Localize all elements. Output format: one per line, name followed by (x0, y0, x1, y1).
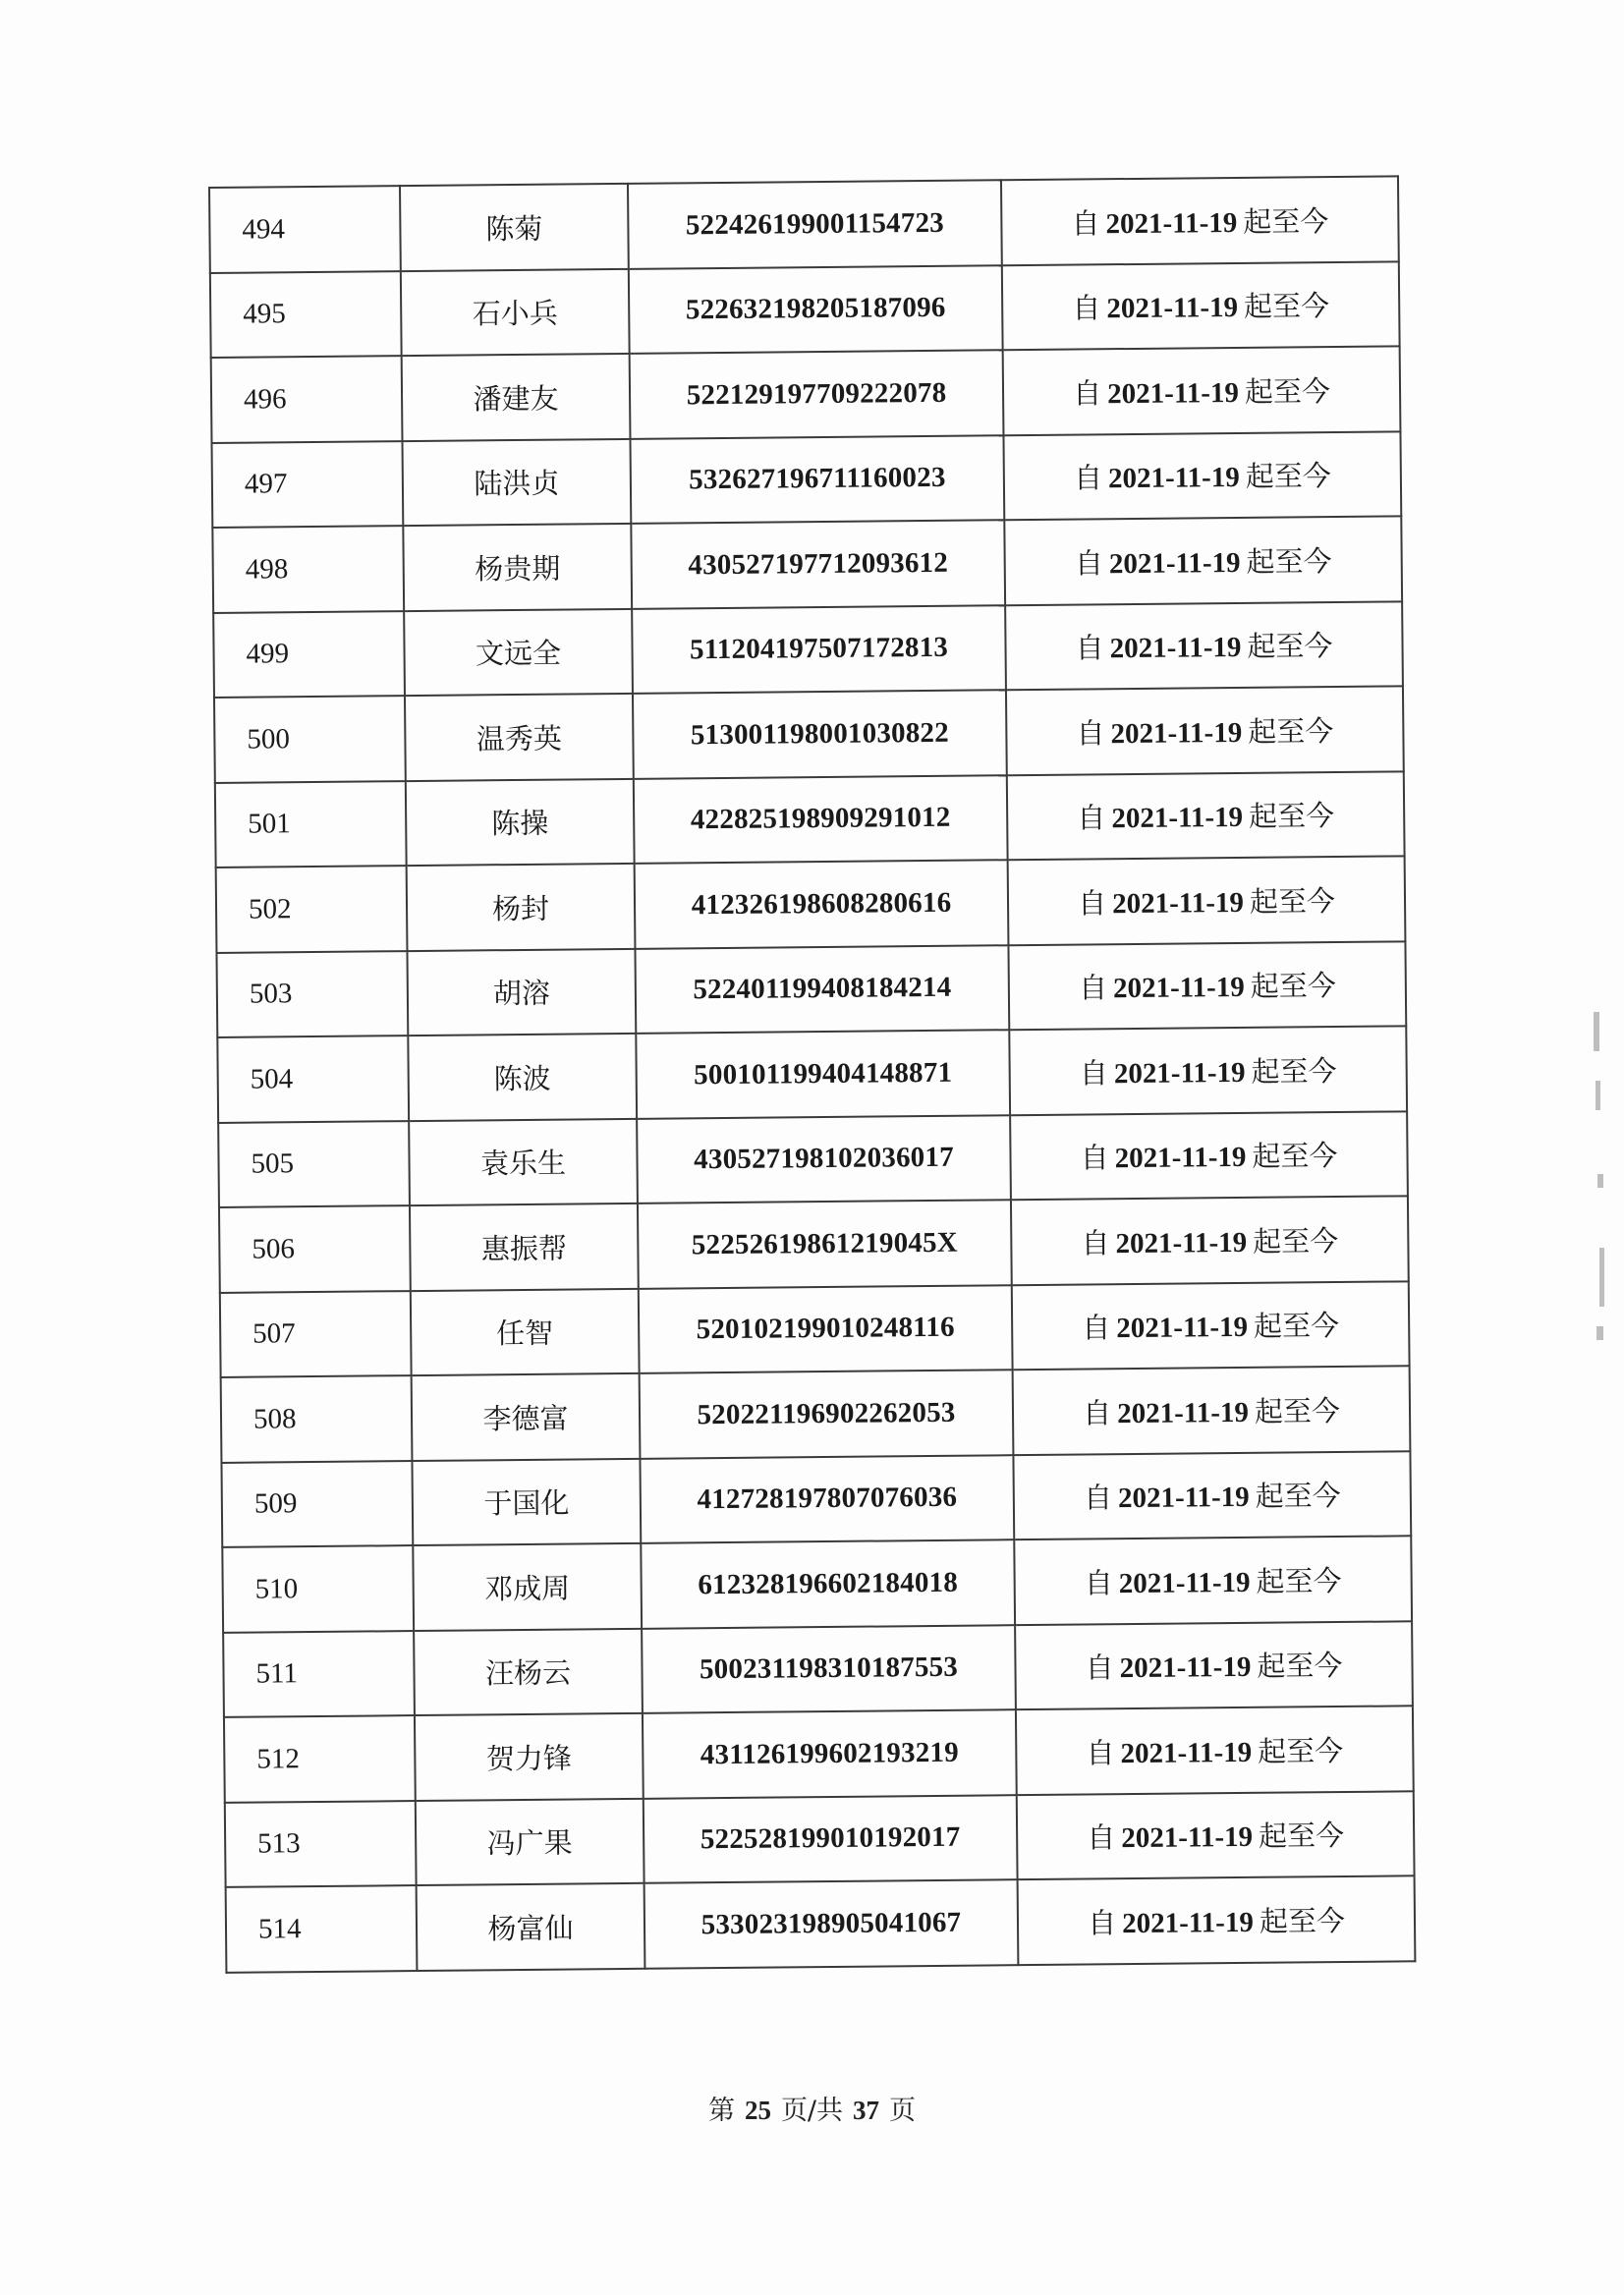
person-name-cell: 汪杨云 (414, 1628, 643, 1715)
scan-artifact (1597, 1174, 1603, 1188)
scan-artifact (1599, 1248, 1604, 1307)
period-start-date: 2021-11-19 (1118, 1566, 1251, 1599)
period-cell (1013, 1451, 1411, 1539)
id-number-cell: 522632198205187096 (629, 265, 1003, 354)
period-prefix: 自 (1082, 1395, 1112, 1430)
period-cell (1014, 1536, 1412, 1624)
person-name-cell: 胡溶 (407, 948, 636, 1036)
table-row (222, 1536, 1412, 1632)
row-number-cell: 507 (220, 1291, 412, 1377)
person-name-cell: 袁乐生 (409, 1118, 638, 1205)
table-row (210, 261, 1400, 358)
person-name-cell: 陈操 (406, 778, 635, 866)
row-number-cell: 497 (212, 441, 404, 528)
period-start-date: 2021-11-19 (1112, 886, 1245, 920)
footer-middle: 页/共 (780, 2096, 844, 2126)
table-row (216, 941, 1406, 1037)
period-suffix: 起至今 (1245, 459, 1331, 494)
footer-suffix: 页 (889, 2096, 917, 2126)
period-prefix: 自 (1082, 1311, 1111, 1345)
period-cell (1010, 1111, 1408, 1200)
table-row (215, 771, 1405, 868)
period-suffix: 起至今 (1250, 969, 1336, 1004)
period-suffix: 起至今 (1254, 1393, 1341, 1428)
person-name-cell: 邓成周 (413, 1543, 642, 1631)
table-row (226, 1875, 1416, 1972)
period-suffix: 起至今 (1246, 543, 1332, 579)
period-start-date: 2021-11-19 (1107, 462, 1240, 495)
period-start-date: 2021-11-19 (1117, 1482, 1250, 1515)
period-suffix: 起至今 (1243, 203, 1329, 239)
row-number-cell: 505 (218, 1121, 410, 1207)
period-start-date: 2021-11-19 (1107, 376, 1240, 410)
period-suffix: 起至今 (1257, 1649, 1343, 1684)
period-start-date: 2021-11-19 (1113, 1056, 1246, 1090)
id-number-cell: 422825198909291012 (634, 775, 1008, 864)
period-prefix: 自 (1084, 1565, 1113, 1600)
roster-table (208, 175, 1416, 1973)
person-name-cell: 文远全 (404, 608, 633, 696)
period-start-date: 2021-11-19 (1122, 1906, 1255, 1939)
period-suffix: 起至今 (1256, 1563, 1342, 1598)
period-prefix: 自 (1071, 206, 1100, 241)
scan-artifact (1596, 1081, 1600, 1110)
person-name-cell: 杨富仙 (417, 1883, 645, 1971)
period-prefix: 自 (1077, 801, 1106, 835)
period-start-date: 2021-11-19 (1119, 1651, 1252, 1685)
period-prefix: 自 (1087, 1905, 1117, 1940)
id-number-cell: 522401199408184214 (635, 945, 1009, 1034)
period-prefix: 自 (1073, 376, 1102, 411)
person-name-cell: 惠振帮 (410, 1203, 639, 1291)
id-number-cell: 412326198608280616 (635, 860, 1009, 948)
period-suffix: 起至今 (1255, 1479, 1341, 1514)
row-number-cell: 503 (216, 951, 408, 1037)
period-cell (1012, 1281, 1410, 1370)
id-number-cell: 430527197712093612 (631, 520, 1005, 608)
person-name-cell: 陆洪贞 (402, 438, 631, 526)
period-suffix: 起至今 (1247, 629, 1333, 664)
person-name-cell: 贺力锋 (415, 1713, 644, 1801)
row-number-cell: 509 (221, 1461, 413, 1547)
row-number-cell: 502 (216, 866, 408, 952)
period-prefix: 自 (1073, 461, 1103, 495)
person-name-cell: 李德富 (412, 1373, 641, 1461)
page-footer (0, 2089, 1624, 2127)
period-prefix: 自 (1079, 1056, 1109, 1091)
row-number-cell: 504 (217, 1036, 409, 1122)
period-cell (1015, 1621, 1413, 1709)
person-name-cell: 任智 (411, 1288, 640, 1375)
id-number-cell: 522129197709222078 (630, 350, 1004, 438)
period-start-date: 2021-11-19 (1116, 1312, 1249, 1345)
period-start-date: 2021-11-19 (1120, 1736, 1253, 1769)
row-number-cell: 501 (215, 781, 407, 868)
row-number-cell: 498 (212, 526, 404, 612)
id-number-cell: 52252619861219045X (638, 1200, 1012, 1288)
row-number-cell: 511 (223, 1631, 415, 1717)
period-start-date: 2021-11-19 (1106, 292, 1239, 325)
row-number-cell: 514 (226, 1885, 418, 1972)
table-row (225, 1791, 1415, 1887)
period-cell (1017, 1791, 1415, 1879)
period-prefix: 自 (1075, 631, 1104, 665)
table-row (214, 686, 1404, 782)
period-prefix: 自 (1081, 1225, 1110, 1260)
period-suffix: 起至今 (1252, 1139, 1338, 1174)
row-number-cell: 513 (225, 1801, 417, 1887)
period-prefix: 自 (1074, 546, 1104, 581)
period-prefix: 自 (1076, 716, 1105, 751)
period-start-date: 2021-11-19 (1110, 716, 1243, 750)
person-name-cell: 温秀英 (405, 694, 634, 781)
period-prefix: 自 (1078, 886, 1107, 921)
period-start-date: 2021-11-19 (1111, 802, 1244, 835)
row-number-cell: 496 (211, 356, 403, 442)
person-name-cell: 冯广果 (416, 1798, 644, 1885)
row-number-cell: 495 (210, 271, 402, 358)
period-cell (1008, 941, 1406, 1030)
id-number-cell: 522528199010192017 (644, 1795, 1018, 1883)
id-number-cell: 533023198905041067 (644, 1879, 1019, 1968)
period-start-date: 2021-11-19 (1105, 206, 1238, 240)
period-suffix: 起至今 (1244, 373, 1331, 409)
period-suffix: 起至今 (1248, 713, 1334, 749)
period-prefix: 自 (1083, 1481, 1113, 1515)
period-prefix: 自 (1085, 1651, 1114, 1685)
row-number-cell: 512 (224, 1715, 416, 1802)
table-row (220, 1281, 1410, 1377)
table-row (219, 1196, 1409, 1292)
roster-table-body (209, 176, 1415, 1972)
id-number-cell: 511204197507172813 (632, 605, 1006, 694)
period-prefix: 自 (1087, 1820, 1116, 1855)
period-cell (1007, 771, 1405, 860)
id-number-cell: 522426199001154723 (628, 180, 1002, 268)
period-cell (1013, 1366, 1411, 1454)
id-number-cell: 430527198102036017 (637, 1115, 1011, 1203)
period-cell (1016, 1706, 1414, 1794)
period-prefix: 自 (1080, 1141, 1109, 1175)
table-row (211, 346, 1401, 442)
current-page-number: 25 (744, 2096, 771, 2125)
table-row (224, 1706, 1414, 1802)
person-name-cell: 杨封 (407, 864, 636, 951)
table-row (221, 1366, 1411, 1462)
row-number-cell: 510 (222, 1545, 414, 1632)
person-name-cell: 杨贵期 (403, 524, 632, 611)
period-suffix: 起至今 (1258, 1733, 1344, 1768)
period-start-date: 2021-11-19 (1109, 632, 1242, 665)
period-prefix: 自 (1072, 291, 1101, 325)
period-cell (1001, 176, 1399, 264)
table-row (217, 1026, 1407, 1122)
footer-prefix: 第 (707, 2096, 735, 2126)
period-cell (1003, 431, 1401, 520)
id-number-cell: 520221196902262053 (640, 1370, 1014, 1458)
id-number-cell: 500101199404148871 (636, 1030, 1010, 1118)
row-number-cell: 500 (214, 696, 406, 782)
id-number-cell: 513001198001030822 (633, 690, 1007, 778)
period-cell (1009, 1026, 1407, 1114)
id-number-cell: 431126199602193219 (643, 1709, 1017, 1798)
person-name-cell: 陈波 (408, 1034, 637, 1121)
period-start-date: 2021-11-19 (1108, 546, 1241, 580)
person-name-cell: 潘建友 (402, 354, 631, 441)
id-number-cell: 612328196602184018 (641, 1539, 1015, 1628)
period-suffix: 起至今 (1259, 1903, 1346, 1938)
id-number-cell: 412728197807076036 (640, 1455, 1014, 1543)
table-row (209, 176, 1399, 272)
row-number-cell: 508 (221, 1375, 413, 1462)
period-cell (1003, 346, 1401, 434)
period-prefix: 自 (1078, 971, 1108, 1005)
period-start-date: 2021-11-19 (1121, 1821, 1254, 1855)
row-number-cell: 494 (209, 186, 401, 272)
period-start-date: 2021-11-19 (1115, 1226, 1248, 1259)
table-row (212, 431, 1402, 528)
period-suffix: 起至今 (1253, 1309, 1340, 1344)
id-number-cell: 520102199010248116 (639, 1285, 1013, 1373)
period-cell (1004, 516, 1402, 604)
person-name-cell: 陈菊 (400, 184, 629, 271)
table-row (212, 516, 1402, 612)
scan-artifact (1594, 1012, 1599, 1051)
period-suffix: 起至今 (1249, 883, 1336, 919)
total-page-count: 37 (853, 2096, 880, 2125)
period-cell (1018, 1875, 1416, 1964)
table-row (221, 1451, 1411, 1547)
table-row (223, 1621, 1413, 1717)
scan-artifact (1596, 1326, 1603, 1340)
id-number-cell: 532627196711160023 (630, 435, 1004, 524)
period-start-date: 2021-11-19 (1114, 1142, 1247, 1175)
period-cell (1006, 686, 1404, 774)
period-cell (1005, 601, 1403, 690)
period-suffix: 起至今 (1243, 289, 1330, 324)
period-suffix: 起至今 (1253, 1223, 1339, 1259)
period-suffix: 起至今 (1251, 1053, 1337, 1089)
period-cell (1002, 261, 1400, 350)
table-row (213, 601, 1403, 698)
id-number-cell: 500231198310187553 (642, 1625, 1016, 1713)
period-cell (1008, 856, 1406, 944)
period-suffix: 起至今 (1258, 1819, 1345, 1854)
period-start-date: 2021-11-19 (1117, 1396, 1250, 1429)
person-name-cell: 于国化 (412, 1458, 641, 1545)
roster-table-wrapper (208, 175, 1416, 1973)
table-row (216, 856, 1406, 952)
person-name-cell: 石小兵 (401, 268, 630, 356)
row-number-cell: 499 (213, 611, 405, 698)
period-suffix: 起至今 (1248, 799, 1335, 834)
table-row (218, 1111, 1408, 1207)
period-prefix: 自 (1086, 1735, 1115, 1770)
period-start-date: 2021-11-19 (1112, 972, 1245, 1005)
row-number-cell: 506 (219, 1205, 411, 1292)
period-cell (1011, 1196, 1409, 1284)
